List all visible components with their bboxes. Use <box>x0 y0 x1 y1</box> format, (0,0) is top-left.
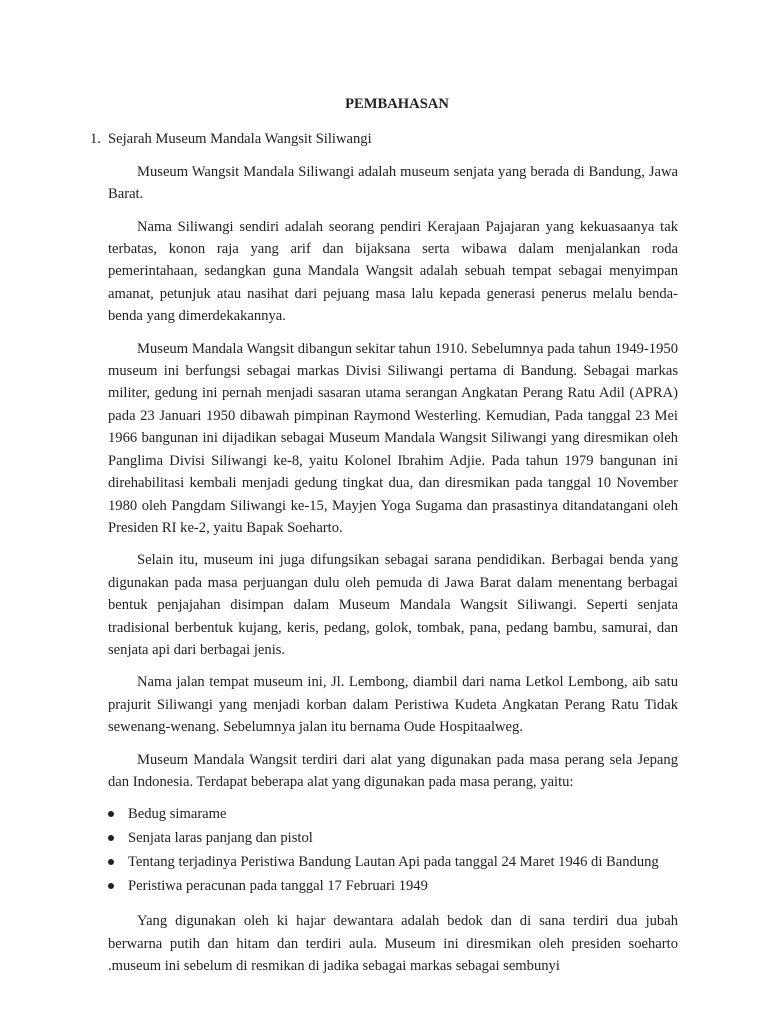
bullet-icon <box>108 859 114 865</box>
paragraph-siliwangi-name: Nama Siliwangi sendiri adalah seorang pendiri Kerajaan Pajajaran yang kekuasaanya tak terbatas, konon raja yang arif dan bijaksana serta wibawa dalam menjalankan roda pemerintahaan, sedangkan guna Mandala Wangsit adalah sebuah tempat sebagai menyimpan amanat, petunjuk atau nasihat dari pejuang masa lalu kepada generasi penerus melalu benda-benda yang dimerdekakannya. <box>108 218 678 325</box>
list-item-text: Tentang terjadinya Peristiwa Bandung Lautan Api pada tanggal 24 Maret 1946 di Bandung <box>128 854 659 871</box>
bullet-icon <box>108 835 114 841</box>
paragraph-history: Museum Mandala Wangsit dibangun sekitar tahun 1910. Sebelumnya pada tahun 1949-1950 museum ini berfungsi sebagai markas Divisi Siliwangi pertama di Bandung. Sebagai markas militer, gedung ini pernah menjadi sasaran utama serangan Angkatan Perang Ratu Adil (APRA) pada 23 Januari 1950 dibawah pimpinan Raymond Westerling. Kemudian, Pada tanggal 23 Mei 1966 bangunan ini dijadikan sebagai Museum Mandala Wangsit Siliwangi yang diresmikan oleh Panglima Divisi Siliwangi ke-8, yaitu Kolonel Ibrahim Adjie. Pada tahun 1979 bangunan ini direhabilitasi kembali menjadi gedung tingkat dua, dan diresmikan pada tanggal 10 November 1980 oleh Pangdam Siliwangi ke-15, Mayjen Yoga Sugama dan prasastinya ditandatangani oleh Presiden RI ke-2, yaitu Bapak Soeharto. <box>108 340 678 536</box>
bullet-list <box>108 803 678 899</box>
section-heading <box>90 128 678 150</box>
paragraph-education: Selain itu, museum ini juga difungsikan sebagai sarana pendidikan. Berbagai benda yang digunakan pada masa perjuangan dulu oleh pemuda di Jawa Barat dalam menentang berbagai bentuk penjajahan disimpan dalam Museum Mandala Wangsit Siliwangi. Seperti senjata tradisional berbentuk kujang, keris, pedang, golok, tombak, pana, pedang bambu, samurai, dan senjata api dari berbagai jenis. <box>108 552 678 658</box>
paragraph-closing: Yang digunakan oleh ki hajar dewantara adalah bedok dan di sana terdiri dua jubah berwarna putih dan hitam dan terdiri aula. Museum ini diresmikan oleh presiden soeharto .museum ini sebelum di resmikan di jadika sebagai markas sebagai sembunyi <box>108 913 678 975</box>
list-item-text: Peristiwa peracunan pada tanggal 17 Februari 1949 <box>128 878 428 895</box>
list-item <box>128 827 678 851</box>
section-number: 1. <box>90 131 101 148</box>
paragraph-street-name: Nama jalan tempat museum ini, Jl. Lembong, diambil dari nama Letkol Lembong, aib satu prajurit Siliwangi yang menjadi korban dalam Peristiwa Kudeta Angkatan Perang Ratu Tidak sewenang-wenang. Sebelumnya jalan itu bernama Oude Hospitaalweg. <box>108 674 678 736</box>
paragraph-collection: Museum Mandala Wangsit terdiri dari alat yang digunakan pada masa perang sela Jepang dan Indonesia. Terdapat beberapa alat yang digunakan pada masa perang, yaitu: <box>108 751 678 790</box>
page-title: PEMBAHASAN <box>345 96 449 112</box>
list-item-text: Bedug simarame <box>128 806 227 823</box>
list-item <box>128 875 678 899</box>
list-item <box>128 803 678 827</box>
paragraph-intro: Museum Wangsit Mandala Siliwangi adalah museum senjata yang berada di Bandung, Jawa Barat. <box>108 163 678 203</box>
list-item-text: Senjata laras panjang dan pistol <box>128 830 313 847</box>
section-title: Sejarah Museum Mandala Wangsit Siliwangi <box>108 131 372 148</box>
bullet-icon <box>108 883 114 889</box>
bullet-icon <box>108 811 114 817</box>
list-item <box>128 851 678 875</box>
